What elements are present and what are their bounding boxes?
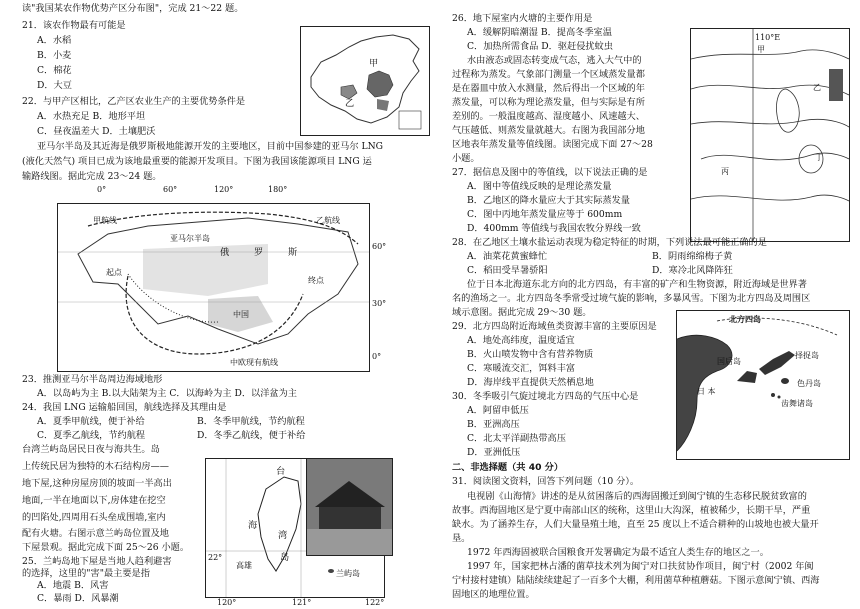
zezhuo-label: 择捉岛	[795, 351, 819, 360]
region-ding: 丁	[815, 153, 823, 162]
lng-lat-30: 30°	[372, 299, 387, 308]
crop-region-yi: 乙	[345, 98, 355, 109]
region-bing: 丙	[721, 167, 729, 176]
kuril-intro-3: 域示意图。据此完成 29～30 题。	[452, 307, 592, 318]
lanyu-intro-3: 地下屋,这种房屋房顶的坡面一半高出	[22, 478, 172, 489]
q29-option-a[interactable]: A．地处高纬度，温度适宜	[467, 335, 575, 346]
q31-para1-line3: 缺水。为了涵养生存，人们大量垦殖土地，直至 25 度以上不适合耕种的山坡地也被大量开	[452, 519, 819, 530]
lanyu-intro-7: 下屋景观。据此完成下面 25～26 小题。	[22, 542, 190, 553]
q30-option-b[interactable]: B．亚洲高压	[467, 419, 520, 430]
q29-option-c[interactable]: C．寒暖流交汇，饵料丰富	[467, 363, 576, 374]
northern-territories-map	[676, 310, 850, 460]
q21-option-a[interactable]: A．水稻	[37, 35, 72, 46]
q31-para1-line2: 故事。西海固地区是宁夏中南部山区的统称，这里山大沟深，植被稀少，长期干旱，严重	[452, 505, 811, 516]
yamal-label: 亚马尔半岛	[170, 234, 210, 243]
q25-stem-1: 25．兰屿岛地下屋是当地人趋利避害	[22, 556, 172, 567]
q29-option-b[interactable]: B．火山喷发物中含有营养物质	[467, 349, 594, 360]
q31-para2: 1972 年西海固被联合国粮食开发署确定为最不适宜人类生存的地区之一。	[467, 547, 769, 558]
q27-stem: 27．据信息及图中的等值线，以下说法正确的是	[452, 167, 648, 178]
q27-option-d[interactable]: D．400mm 等值线与我国农牧分界线一致	[467, 223, 641, 234]
lng-lat-60: 60°	[372, 242, 387, 251]
q30-stem: 30．冬季吸引气旋过境北方四岛的气压中心是	[452, 391, 639, 402]
q31-para1-line4: 垦。	[452, 533, 471, 544]
q29-option-d[interactable]: D．海岸线平直提供天然栖息地	[467, 377, 594, 388]
q24-option-a[interactable]: A．夏季甲航线，便于补给	[37, 416, 145, 427]
japan-label: 日 本	[697, 387, 716, 396]
lng-intro-line-2: (液化天然气) 项目已成为该地最重要的能源开发项目。下图为我国该能源项目 LNG 运	[22, 156, 372, 167]
q26-options-ab[interactable]: A．缓解阴暗潮湿 B．提高冬季室温	[467, 27, 612, 38]
q21-option-d[interactable]: D．大豆	[37, 80, 72, 91]
region-jia: 甲	[757, 45, 765, 54]
crop-distribution-map	[300, 26, 430, 136]
lng-route-map	[57, 203, 370, 372]
kuril-intro-1: 位于日本北海道东北方向的北方四岛，有丰富的矿产和生物资源，附近海域是世界著	[467, 279, 807, 290]
q23-stem: 23．推测亚马尔半岛周边海域地形	[22, 374, 163, 385]
q21-option-b[interactable]: B．小麦	[37, 50, 72, 61]
crop-region-jia: 甲	[369, 58, 379, 69]
q28-option-b[interactable]: B．阴雨绵绵梅子黄	[652, 251, 733, 262]
lng-route-svg	[58, 204, 369, 371]
q22-options-ab[interactable]: A．水热充足 B．地形平坦	[37, 111, 146, 122]
lanyu-label: 兰屿岛	[336, 569, 360, 578]
q27-option-c[interactable]: C．图中丙地年蒸发量应等于 600mm	[467, 209, 623, 220]
russia-char-1: 俄	[220, 247, 230, 258]
russia-char-3: 斯	[288, 247, 298, 258]
route-end-label: 终点	[308, 276, 324, 285]
q25-options-ab[interactable]: A．地震 B．风害	[37, 580, 109, 591]
section-title: 二、非选择题（共 40 分）	[452, 462, 564, 473]
taiwan-char-dao: 岛	[280, 552, 290, 563]
lon-121-label: 121°	[292, 598, 312, 607]
q21-option-c[interactable]: C．棉花	[37, 65, 72, 76]
lng-lon-180: 180°	[268, 185, 288, 194]
china-label: 中国	[233, 310, 249, 319]
sedan-label: 色丹岛	[797, 379, 821, 388]
q24-option-d[interactable]: D．冬季乙航线，便于补给	[197, 430, 306, 441]
lanyu-intro-4: 地面,一半在地面以下,房体建在挖空	[22, 495, 166, 506]
evap-intro-2: 过程称为蒸发。气象部门测量一个区域蒸发量都	[452, 69, 645, 80]
kuril-title: 北方四岛	[729, 315, 761, 324]
q31-para1-line1: 电视剧《山海情》讲述的是从贫困落后的西海固搬迁到闽宁镇的生态移民脱贫致富的	[467, 491, 807, 502]
lon-122-label: 122°	[365, 598, 385, 607]
route-jia-label: 甲航线	[93, 216, 117, 225]
q23-options[interactable]: A．以岛屿为主 B.以大陆架为主 C．以海岭为主 D．以洋盆为主	[37, 388, 297, 399]
q21-stem: 21．该农作物最有可能是	[22, 20, 126, 31]
q28-option-a[interactable]: A．油菜花黄蜜蜂忙	[467, 251, 548, 262]
q27-option-a[interactable]: A．图中等值线反映的是理论蒸发量	[467, 181, 612, 192]
q31-para3-line3: 固地区的地理位置。	[452, 589, 535, 600]
lng-lon-120: 120°	[214, 185, 234, 194]
evaporation-isoline-map	[690, 28, 850, 242]
route-yi-label: 乙航线	[316, 216, 340, 225]
lng-lon-0: 0°	[97, 185, 107, 194]
sino-europe-route-label: 中欧现有航线	[230, 358, 278, 367]
q30-option-d[interactable]: D．亚洲低压	[467, 447, 521, 458]
q31-stem: 31．阅读图文资料，回答下列问题（10 分）。	[452, 476, 640, 487]
kuril-intro-2: 名的渔场之一。北方四岛冬季常受过境气旋的影响，多暴风雪。下图为北方四岛及周围区	[452, 293, 811, 304]
taiwan-char-wan: 湾	[278, 530, 288, 541]
guohou-label: 国后岛	[717, 357, 741, 366]
evap-intro-1: 水由液态或固态转变成气态，逃入大气中的	[467, 55, 642, 66]
q26-stem: 26．地下屋室内火塘的主要作用是	[452, 13, 593, 24]
q24-option-b[interactable]: B．冬季甲航线，节约航程	[197, 416, 305, 427]
q31-para3-line1: 1997 年，国家把林占潘的菌草技术列为闽宁对口扶贫协作项目，闽宁村（2002 年闽	[467, 561, 814, 572]
lng-lon-60: 60°	[163, 185, 178, 194]
underground-house-photo	[306, 458, 393, 556]
q28-option-c[interactable]: C．稻田受旱暑骄阳	[467, 265, 548, 276]
region-yi: 乙	[813, 83, 821, 92]
q31-para3-line2: 宁村接村建镇）陆陆续续建起了一百多个大棚，利用菌草种植蘑菇。下图示意闽宁镇、西海	[452, 575, 820, 586]
lng-intro-line-3: 输路线图。据此完成 23～24 题。	[22, 171, 162, 182]
evap-intro-8: 小题。	[452, 153, 480, 164]
q24-option-c[interactable]: C．夏季乙航线，节约航程	[37, 430, 146, 441]
q25-options-cd[interactable]: C．暴雨 D．风暴潮	[37, 593, 119, 604]
house-photo-svg	[307, 459, 392, 555]
lon-110e-label: 110°E	[755, 33, 781, 42]
lanyu-intro-6: 配有火塘。右图示意兰屿岛位置及地	[22, 528, 169, 539]
q29-stem: 29．北方四岛附近海域鱼类资源丰富的主要原因是	[452, 321, 657, 332]
route-start-label: 起点	[106, 268, 122, 277]
evap-intro-3: 是在器皿中放入水测量，然后得出一个区域的年	[452, 83, 645, 94]
evap-intro-4: 蒸发量，可以称为理论蒸发量，但与实际是有所	[452, 97, 645, 108]
evap-intro-5: 差别的。一般温度越高、湿度越小、风速越大、	[452, 111, 645, 122]
russia-char-2: 罗	[254, 247, 264, 258]
gaoxiong-label: 高雄	[236, 561, 252, 570]
q28-option-d[interactable]: D．寒冷北风降阵狂	[652, 265, 733, 276]
lng-intro-line-1: 亚马尔半岛及其近海是俄罗斯极地能源开发的主要地区，目前中国参建的亚马尔 LNG	[37, 141, 383, 152]
q26-options-cd[interactable]: C．加热所需食品 D．驱赶侵扰蚊虫	[467, 41, 613, 52]
q24-stem: 24．我国 LNG 运输船回国，航线选择及其理由是	[22, 402, 227, 413]
lanyu-intro-5: 的凹陷处,四周用石头垒成围墙,室内	[22, 512, 166, 523]
q28-stem: 28．在乙地区土壤水盐运动表现为稳定特征的时期，下列说法最可能正确的是	[452, 237, 767, 248]
crop-map-intro: 读"我国某农作物优势产区分布图"，完成 21～22 题。	[22, 3, 244, 14]
q30-option-a[interactable]: A．阿留申低压	[467, 405, 529, 416]
chiwu-label: 齿舞诸岛	[781, 399, 813, 408]
lat-22-label: 22°	[208, 553, 223, 562]
q27-option-b[interactable]: B．乙地区的降水量应大于其实际蒸发量	[467, 195, 630, 206]
lanyu-intro-2: 上传统民居为独特的木石结构房——	[22, 461, 169, 472]
q22-stem: 22．与甲产区相比，乙产区农业生产的主要优势条件是	[22, 96, 246, 107]
evap-intro-7: 区地表年蒸发量等值线图。读图完成下面 27～28	[452, 139, 653, 150]
taiwan-char-tai: 台	[276, 466, 286, 477]
isoline-svg	[691, 29, 849, 241]
sea-char: 海	[248, 520, 258, 531]
q30-option-c[interactable]: C．北太平洋副热带高压	[467, 433, 566, 444]
q22-options-cd[interactable]: C．昼夜温差大 D．土壤肥沃	[37, 126, 156, 137]
china-outline-svg	[301, 27, 429, 135]
lng-lat-0: 0°	[372, 352, 382, 361]
q25-stem-2: 的选择，这里的"害"最主要是指	[22, 568, 150, 579]
lanyu-intro-1: 台湾兰屿岛居民日夜与海共生。岛	[22, 444, 160, 455]
evap-intro-6: 气压越低、则蒸发量就越大。右图为我国部分地	[452, 125, 645, 136]
lon-120-label: 120°	[217, 598, 237, 607]
